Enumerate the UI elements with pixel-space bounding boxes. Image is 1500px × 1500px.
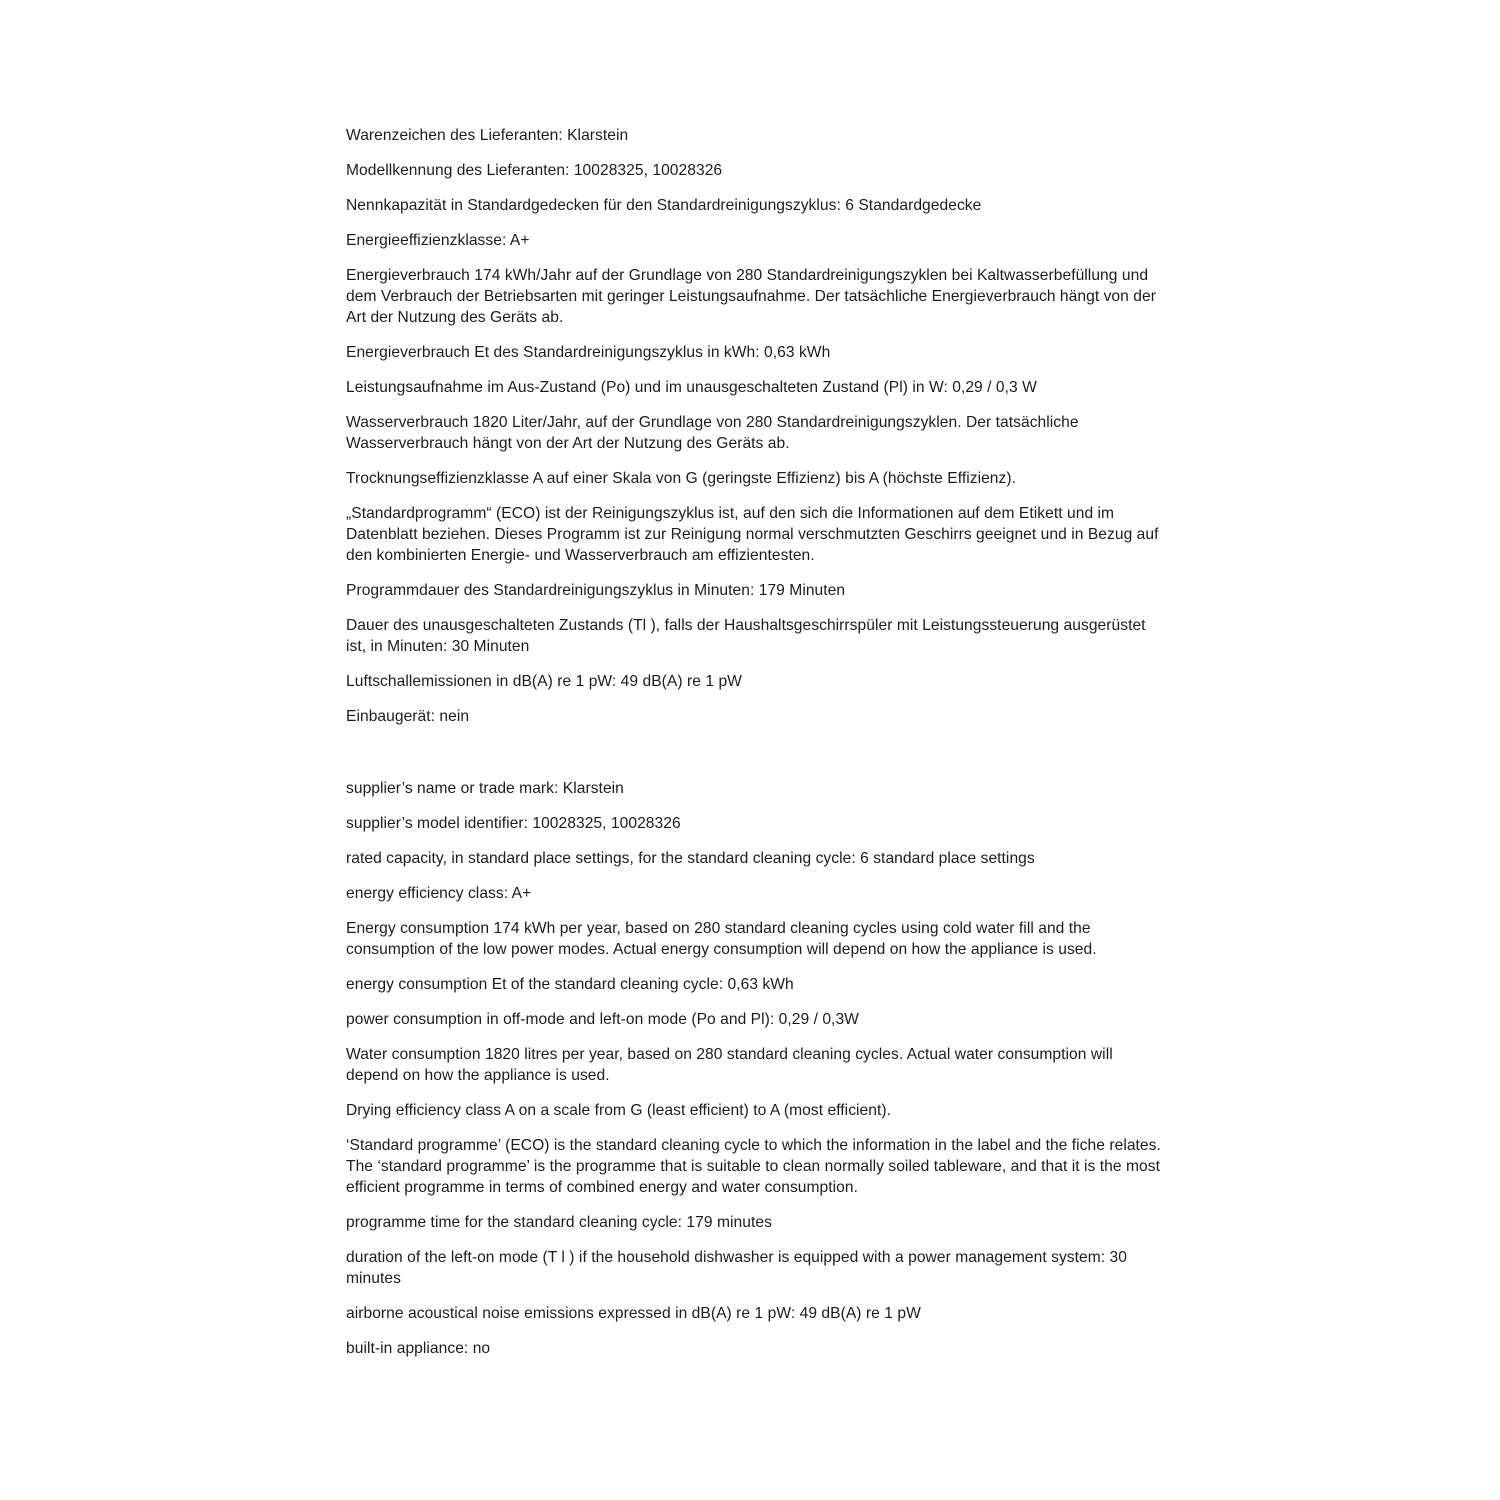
de-annual-energy-consumption: Energieverbrauch 174 kWh/Jahr auf der Grundlage von 280 Standardreinigungszyklen bei Kaltwasserbefüllung und dem Verbrauch der Betriebsarten mit geringer Leistungsaufnahme. Der tatsächliche Energieverbrauch hängt von der Art der Nutzung des Geräts ab. — [346, 267, 1156, 326]
en-left-on-duration: duration of the left-on mode (T l ) if the household dishwasher is equipped with a power management system: 30 minutes — [346, 1249, 1127, 1287]
de-cycle-energy-consumption: Energieverbrauch Et des Standardreinigungszyklus in kWh: 0,63 kWh — [346, 344, 831, 361]
de-trade-mark: Warenzeichen des Lieferanten: Klarstein — [346, 127, 629, 144]
en-annual-energy-consumption: Energy consumption 174 kWh per year, based on 280 standard cleaning cycles using cold water fill and the consumption of the low power modes. Actual energy consumption will depend on how the appliance is used. — [346, 920, 1097, 958]
product-fiche-document — [346, 125, 1166, 1359]
de-power-consumption: Leistungsaufnahme im Aus-Zustand (Po) und im unausgeschalteten Zustand (Pl) in W: 0,29 / 0,3 W — [346, 379, 1037, 396]
de-rated-capacity: Nennkapazität in Standardgedecken für den Standardreinigungszyklus: 6 Standardgedecke — [346, 197, 982, 214]
en-standard-programme: ‘Standard programme’ (ECO) is the standard cleaning cycle to which the information in the label and the fiche relates. The ‘standard programme’ is the programme that is suitable to clean normally soiled tableware, and that it is the most efficient programme in terms of combined energy and water consumption. — [346, 1137, 1161, 1196]
en-trade-mark: supplier’s name or trade mark: Klarstein — [346, 780, 624, 797]
english-section — [346, 778, 1166, 1359]
en-noise-emissions: airborne acoustical noise emissions expressed in dB(A) re 1 pW: 49 dB(A) re 1 pW — [346, 1305, 921, 1322]
section-divider-space — [346, 727, 1166, 778]
en-cycle-energy-consumption: energy consumption Et of the standard cleaning cycle: 0,63 kWh — [346, 976, 794, 993]
de-noise-emissions: Luftschallemissionen in dB(A) re 1 pW: 49 dB(A) re 1 pW — [346, 673, 742, 690]
de-standard-programme: „Standardprogramm“ (ECO) ist der Reinigungszyklus ist, auf den sich die Informationen auf dem Etikett und im Datenblatt beziehen. Dieses Programm ist zur Reinigung normal verschmutzten Geschirrs geeignet und in Bezug auf den kombinierten Energie- und Wasserverbrauch am effizientesten. — [346, 505, 1159, 564]
en-rated-capacity: rated capacity, in standard place settings, for the standard cleaning cycle: 6 standard place settings — [346, 850, 1035, 867]
de-energy-efficiency-class: Energieeffizienzklasse: A+ — [346, 232, 530, 249]
de-model-identifier: Modellkennung des Lieferanten: 10028325, 10028326 — [346, 162, 723, 179]
de-drying-efficiency: Trocknungseffizienzklasse A auf einer Skala von G (geringste Effizienz) bis A (höchste Effizienz). — [346, 470, 1016, 487]
de-left-on-duration: Dauer des unausgeschalteten Zustands (Tl ), falls der Haushaltsgeschirrspüler mit Leistungssteuerung ausgerüstet ist, in Minuten: 30 Minuten — [346, 617, 1146, 655]
de-programme-time: Programmdauer des Standardreinigungszyklus in Minuten: 179 Minuten — [346, 582, 846, 599]
de-water-consumption: Wasserverbrauch 1820 Liter/Jahr, auf der Grundlage von 280 Standardreinigungszyklen. Der tatsächliche Wasserverbrauch hängt von der Art der Nutzung des Geräts ab. — [346, 414, 1079, 452]
en-built-in: built-in appliance: no — [346, 1340, 491, 1357]
en-energy-efficiency-class: energy efficiency class: A+ — [346, 885, 532, 902]
en-model-identifier: supplier’s model identifier: 10028325, 10028326 — [346, 815, 681, 832]
german-section — [346, 125, 1166, 727]
en-water-consumption: Water consumption 1820 litres per year, based on 280 standard cleaning cycles. Actual water consumption will depend on how the appliance is used. — [346, 1046, 1113, 1084]
en-programme-time: programme time for the standard cleaning cycle: 179 minutes — [346, 1214, 772, 1231]
en-power-consumption: power consumption in off-mode and left-on mode (Po and Pl): 0,29 / 0,3W — [346, 1011, 859, 1028]
en-drying-efficiency: Drying efficiency class A on a scale from G (least efficient) to A (most efficient). — [346, 1102, 892, 1119]
de-built-in: Einbaugerät: nein — [346, 708, 470, 725]
